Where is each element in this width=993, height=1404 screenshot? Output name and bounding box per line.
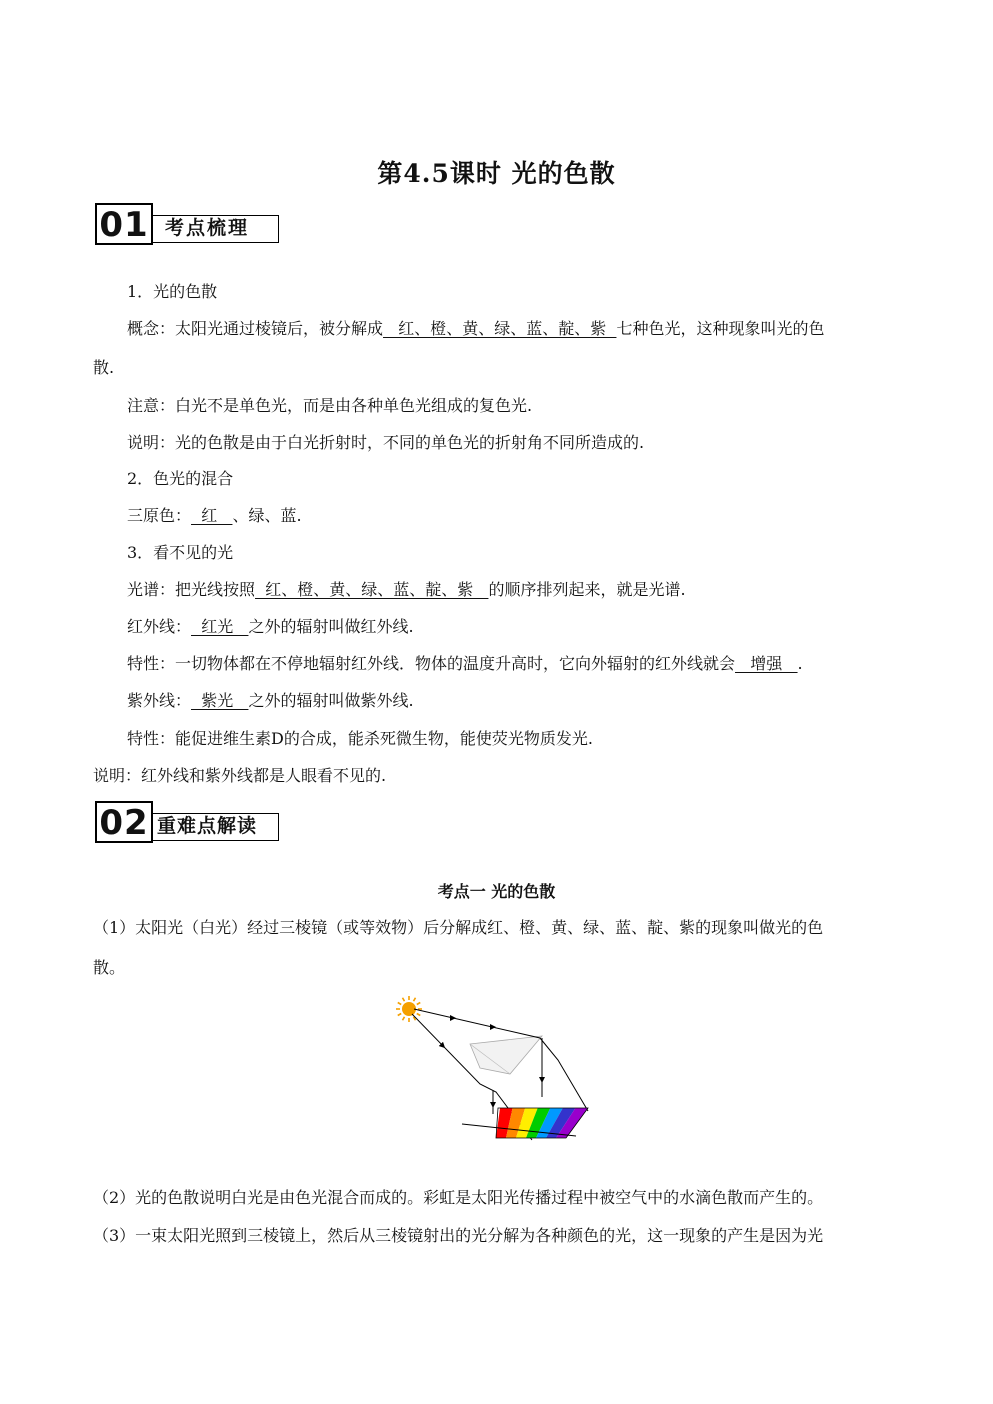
explain-line: 说明：光的色散是由于白光折射时，不同的单色光的折射角不同所造成的.: [127, 433, 645, 452]
concept-line-end: 散.: [93, 358, 115, 377]
ultraviolet-line: [127, 691, 414, 711]
spectrum-band: [496, 1108, 588, 1138]
infrared-property-line: [127, 654, 803, 674]
infrared-property-text: 特性：一切物体都在不停地辐射红外线．物体的温度升高时，它向外辐射的红外线就会: [127, 654, 736, 673]
section-label: 考点梳理: [153, 215, 279, 243]
paragraph-2: （2）光的色散说明白光是由色光混合而成的。彩虹是太阳光传播过程中被空气中的水滴色散而产生的。: [93, 1188, 824, 1207]
section-header-02: [95, 801, 285, 845]
concept-line: [127, 319, 824, 339]
heading-dispersion: 1．光的色散: [127, 282, 218, 301]
prism: [470, 1036, 542, 1074]
page-title: 第4.5课时 光的色散: [377, 159, 616, 188]
spectrum-rest: 的顺序排列起来，就是光谱.: [488, 580, 686, 599]
subsection-title: 考点一 光的色散: [437, 882, 556, 901]
primary-rest: 、绿、蓝.: [232, 506, 302, 525]
infrared-line: [127, 617, 414, 637]
spectrum-text: 光谱：把光线按照: [127, 580, 256, 599]
concept-text: 概念：太阳光通过棱镜后，被分解成: [127, 319, 384, 338]
answer-blank: 增强: [735, 654, 798, 673]
note-line: 注意：白光不是单色光，而是由各种单色光组成的复色光.: [127, 396, 533, 415]
answer-blank: 红: [191, 506, 233, 525]
primary-colors-line: [127, 506, 302, 526]
paragraph-1: （1）太阳光（白光）经过三棱镜（或等效物）后分解成红、橙、黄、绿、蓝、靛、紫的现象叫做光的色: [93, 918, 824, 937]
heading-mixing: 2．色光的混合: [127, 469, 234, 488]
dispersion-figure: [392, 992, 606, 1142]
answer-blank: 红光: [191, 617, 249, 636]
answer-blank: 红、橙、黄、绿、蓝、靛、紫: [255, 580, 489, 599]
section-header-01: [95, 203, 285, 247]
answer-blank: 紫光: [191, 691, 249, 710]
answer-blank: 红、橙、黄、绿、蓝、靛、紫: [383, 319, 617, 338]
infrared-property-end: .: [797, 654, 803, 673]
heading-invisible-light: 3．看不见的光: [127, 543, 234, 562]
paragraph-3: （3）一束太阳光照到三棱镜上，然后从三棱镜射出的光分解为各种颜色的光，这一现象的产生是因为光: [93, 1226, 824, 1245]
ultraviolet-rest: 之外的辐射叫做紫外线.: [248, 691, 414, 710]
primary-label: 三原色：: [127, 506, 192, 525]
sun-icon: [396, 996, 422, 1022]
ultraviolet-property-line: 特性：能促进维生素D的合成，能杀死微生物，能使荧光物质发光.: [127, 729, 593, 748]
section-number: 01: [95, 203, 153, 245]
paragraph-1-end: 散。: [93, 958, 126, 977]
spectrum-line: [127, 580, 686, 600]
final-note-line: 说明：红外线和紫外线都是人眼看不见的.: [93, 766, 387, 785]
section-label: 重难点解读: [153, 813, 279, 841]
concept-text-cont: 七种色光，这种现象叫光的色: [616, 319, 825, 338]
infrared-rest: 之外的辐射叫做红外线.: [248, 617, 414, 636]
ultraviolet-label: 紫外线：: [127, 691, 192, 710]
infrared-label: 红外线：: [127, 617, 192, 636]
section-number: 02: [95, 801, 153, 843]
